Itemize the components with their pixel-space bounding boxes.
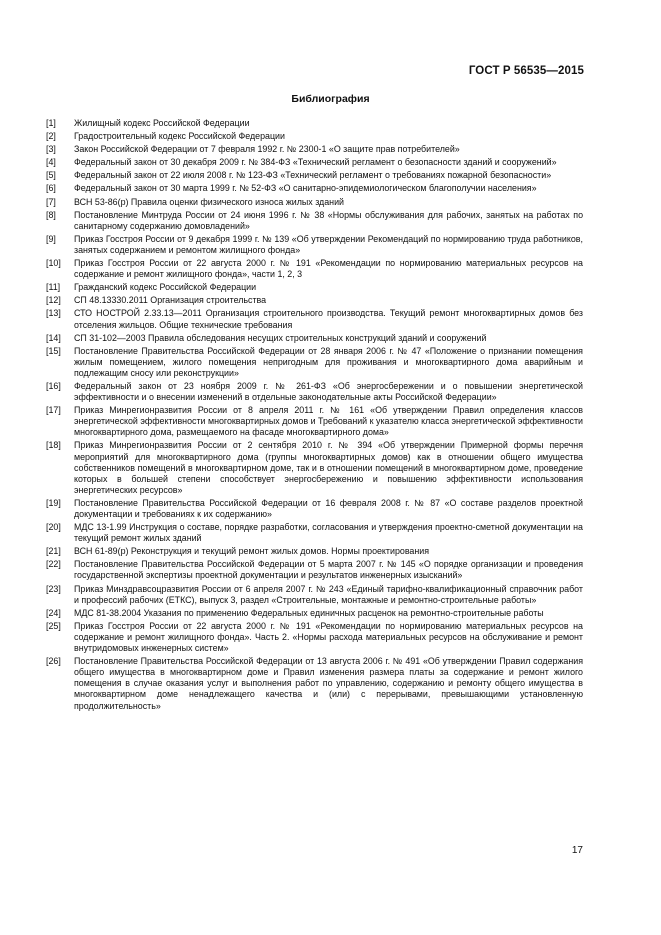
entry-text: Постановление Правительства Российской Федерации от 28 января 2006 г. № 47 «Положение о признании помещения жилым помещением, жилого помещения непригодным для проживания и многоквартирного дома аварийным и подлежащим сносу или реконструкции»	[74, 345, 583, 378]
entry-number: [15]	[46, 345, 61, 356]
entry-number: [10]	[46, 258, 61, 269]
entry-number: [7]	[46, 196, 56, 207]
entry-text: Федеральный закон от 30 декабря 2009 г. № 384-ФЗ «Технический регламент о безопасности зданий и сооружений»	[74, 157, 557, 168]
entry-number: [5]	[46, 170, 56, 181]
entry-number: [4]	[46, 157, 56, 168]
document-code: ГОСТ Р 56535—2015	[468, 65, 584, 77]
entry-text: Приказ Госстроя России от 9 декабря 1999 г. № 139 «Об утверждении Рекомендаций по нормированию труда работников, занятых содержанием и ремонтом жилищного фонда»	[74, 233, 583, 255]
entry-number: [1]	[46, 118, 56, 128]
entry-number: [17]	[46, 405, 61, 416]
bibliography-entry	[46, 131, 583, 142]
entry-number: [2]	[46, 131, 56, 142]
bibliography-entry	[46, 295, 583, 306]
bibliography-entry	[46, 157, 583, 168]
bibliography-entry	[46, 308, 583, 330]
entry-number: [12]	[46, 295, 61, 306]
entry-number: [9]	[46, 233, 56, 244]
page-title: Библиография	[291, 93, 370, 105]
bibliography-entry	[46, 333, 583, 344]
bibliography-entry	[46, 118, 583, 129]
bibliography-entry	[46, 498, 583, 520]
bibliography-entry	[46, 522, 583, 544]
entry-text: Приказ Минрегионразвития России от 2 сентября 2010 г. № 394 «Об утверждении Примерной формы перечня мероприятий для многоквартирного дома (группы многоквартирных домов) как в отношении общего имущества собственников помещений в многоквартирном доме, так и в отношении помещений в многоквартирном доме, проведение которых в большей степени способствует энергосбережению и повышению эффективности использования энергетических ресурсов»	[74, 440, 583, 495]
bibliography-entry	[46, 440, 583, 495]
entry-text: Постановление Правительства Российской Федерации от 5 марта 2007 г. № 145 «О порядке организации и проведения государственной экспертизы проектной документации и результатов инженерных изысканий»	[74, 559, 583, 581]
entry-number: [6]	[46, 183, 56, 194]
entry-text: Постановление Правительства Российской Федерации от 16 февраля 2008 г. № 87 «О составе разделов проектной документации и требованиях к их содержанию»	[74, 497, 583, 519]
entry-text: Гражданский кодекс Российской Федерации	[74, 282, 257, 293]
entry-number: [20]	[46, 522, 61, 533]
entry-number: [13]	[46, 308, 61, 319]
entry-text: Федеральный закон от 23 ноября 2009 г. № 261-ФЗ «Об энергосбережении и о повышении энергетической эффективности и о внесении изменений в отдельные законодательные акты Российской Федерации»	[74, 380, 583, 403]
entry-text: Приказ Госстроя России от 22 августа 2000 г. № 191 «Рекомендации по нормированию материальных ресурсов на содержание и ремонт жилищного фонда», части 1, 2, 3	[74, 258, 583, 280]
bibliography-entry	[46, 346, 583, 379]
bibliography-entry	[46, 144, 583, 155]
bibliography-entry	[46, 621, 583, 654]
entry-number: [8]	[46, 209, 56, 220]
bibliography-entry	[46, 381, 583, 403]
entry-number: [24]	[46, 607, 61, 618]
entry-text: Федеральный закон от 30 марта 1999 г. № 52-ФЗ «О санитарно-эпидемиологическом благополучии населения»	[74, 183, 537, 194]
bibliography-entry	[46, 234, 583, 256]
page-number: 17	[571, 845, 583, 856]
entry-text: МДС 13-1.99 Инструкция о составе, порядке разработки, согласования и утверждения проектно-сметной документации на текущий ремонт жилых зданий	[74, 522, 583, 544]
bibliography-entry	[46, 559, 583, 581]
entry-number: [23]	[46, 583, 61, 594]
entry-number: [18]	[46, 440, 61, 451]
entry-text: Постановление Правительства Российской Федерации от 13 августа 2006 г. № 491 «Об утверждении Правил содержания общего имущества в многоквартирном доме и Правил изменения размера платы за содержание и ремонт жилого помещения в случае оказания услуг и выполнения работ по управлению, содержанию и ремонту общего имущества в многоквартирном доме ненадлежащего качества и (или) с перерывами, превышающими установленную продолжительность»	[74, 656, 583, 711]
entry-text: Приказ Минрегионразвития России от 8 апреля 2011 г. № 161 «Об утверждении Правил определения классов энергетической эффективности многоквартирных домов и Требований к указателю класса энергетической эффективности многоквартирного дома, размещаемого на фасаде многоквартирного дома»	[74, 405, 583, 438]
entry-number: [25]	[46, 620, 61, 631]
entry-text: Постановление Минтруда России от 24 июня 1996 г. № 38 «Нормы обслуживания для рабочих, занятых на работах по санитарному содержанию домовладений»	[74, 209, 583, 231]
bibliography-entry	[46, 584, 583, 606]
bibliography-list	[46, 118, 583, 714]
bibliography-entry	[46, 170, 583, 181]
entry-text: ВСН 53-86(р) Правила оценки физического износа жилых зданий	[74, 196, 344, 207]
entry-number: [14]	[46, 332, 61, 343]
entry-text: Приказ Минздравсоцразвития России от 6 апреля 2007 г. № 243 «Единый тарифно-квалификационный справочник работ и профессий рабочих (ЕТКС), выпуск 3, раздел «Строительные, монтажные и ремонтно-строительные работы»	[74, 583, 583, 605]
entry-text: СП 31-102—2003 Правила обследования несущих строительных конструкций зданий и сооружений	[74, 332, 487, 343]
entry-text: СП 48.13330.2011 Организация строительства	[74, 295, 267, 306]
entry-text: Жилищный кодекс Российской Федерации	[74, 118, 250, 128]
bibliography-entry	[46, 282, 583, 293]
entry-number: [19]	[46, 497, 61, 508]
bibliography-entry	[46, 197, 583, 208]
entry-text: Градостроительный кодекс Российской Федерации	[74, 131, 285, 142]
bibliography-entry	[46, 608, 583, 619]
entry-text: Приказ Госстроя России от 22 августа 2000 г. № 191 «Рекомендации по нормированию материальных ресурсов на содержание и ремонт жилищного фонда». Часть 2. «Нормы расхода материальных ресурсов на обслуживание и ремонт внутридомовых инженерных систем»	[74, 620, 583, 654]
bibliography-entry	[46, 656, 583, 711]
bibliography-entry	[46, 546, 583, 557]
bibliography-entry	[46, 183, 583, 194]
entry-number: [22]	[46, 559, 61, 570]
entry-number: [11]	[46, 282, 61, 293]
entry-number: [16]	[46, 380, 61, 391]
entry-number: [3]	[46, 144, 56, 155]
bibliography-entry	[46, 210, 583, 232]
bibliography-entry	[46, 405, 583, 438]
entry-text: Федеральный закон от 22 июля 2008 г. № 123-ФЗ «Технический регламент о требованиях пожарной безопасности»	[74, 170, 552, 181]
entry-number: [26]	[46, 656, 61, 667]
entry-text: Закон Российской Федерации от 7 февраля 1992 г. № 2300-1 «О защите прав потребителей»	[74, 144, 460, 155]
entry-number: [21]	[46, 546, 61, 557]
bibliography-entry	[46, 258, 583, 280]
entry-text: ВСН 61-89(р) Реконструкция и текущий ремонт жилых домов. Нормы проектирования	[74, 546, 430, 557]
entry-text: СТО НОСТРОЙ 2.33.13—2011 Организация строительного производства. Текущий ремонт многоквартирных домов без отселения жильцов. Общие технические требования	[74, 308, 583, 330]
entry-text: МДС 81-38.2004 Указания по применению Федеральных единичных расценок на ремонтно-строительные работы	[74, 607, 544, 618]
